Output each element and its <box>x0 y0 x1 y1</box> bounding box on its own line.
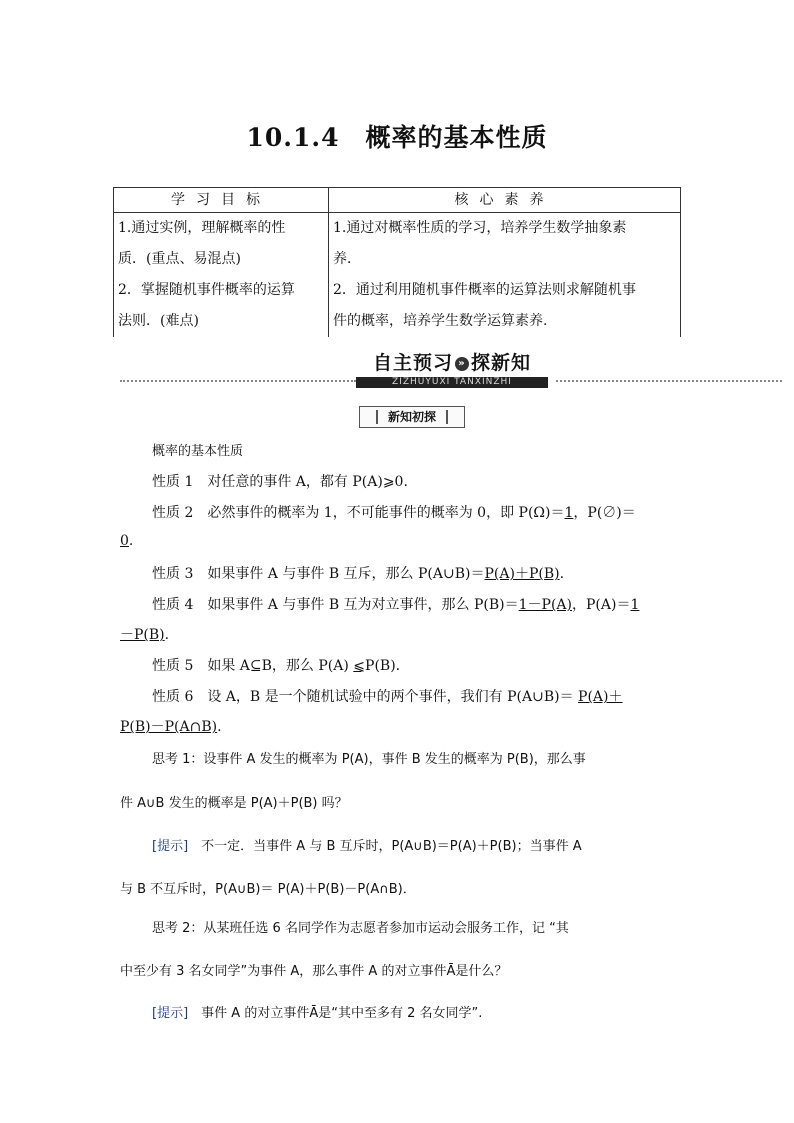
literacy-line: 1.通过对概率性质的学习，培养学生数学抽象素 <box>333 220 627 236</box>
literacy-line: 2．通过利用随机事件概率的运算法则求解随机事 <box>333 282 636 298</box>
page-title: 10.1.4 概率的基本性质 <box>246 123 548 152</box>
learning-goals-cell <box>114 213 329 338</box>
goal-line: 2．掌握随机事件概率的运算 <box>118 282 295 298</box>
banner-title: 自主预习 » 探新知 <box>356 350 548 376</box>
think2-question: 思考 2：从某班任选 6 名同学作为志愿者参加市运动会服务工作，记 “其 <box>152 921 569 936</box>
think1-answer: [提示] 不一定．当事件 A 与 B 互斥时，P(A∪B)＝P(A)＋P(B)；当事件 A <box>152 839 582 854</box>
think1-answer-cont: 与 B 不互斥时，P(A∪B)＝ P(A)＋P(B)－P(A∩B)． <box>120 882 416 897</box>
think2-question-cont: 中至少有 3 名女同学”为事件 A，那么事件 A 的对立事件Ā是什么？ <box>120 964 508 979</box>
hint-label: [提示] <box>152 839 189 854</box>
property-2-cont: 0. <box>120 533 134 549</box>
core-literacy-cell <box>329 213 681 338</box>
objectives-table <box>113 187 681 337</box>
goal-line: 质．(重点、易混点) <box>118 251 241 267</box>
property-6: 性质 6 设 A，B 是一个随机试验中的两个事件，我们有 P(A∪B)＝ P(A)＋ <box>152 689 623 705</box>
property-1: 性质 1 对任意的事件 A，都有 P(A)⩾0. <box>152 474 408 490</box>
property-4: 性质 4 如果事件 A 与事件 B 互为对立事件，那么 P(B)＝1－P(A)，P(A)＝1 <box>152 597 640 613</box>
literacy-line: 件的概率，培养学生数学运算素养. <box>333 313 548 329</box>
property-5: 性质 5 如果 A⊆B，那么 P(A) ⩽P(B). <box>152 658 401 674</box>
section-tag: 新知初探 <box>359 406 465 428</box>
goal-line: 1.通过实例，理解概率的性 <box>118 220 286 236</box>
property-3: 性质 3 如果事件 A 与事件 B 互斥，那么 P(A∪B)＝P(A)＋P(B). <box>152 566 565 582</box>
header-core-literacy: 核心素养 <box>329 188 681 213</box>
hint-label: [提示] <box>152 1006 189 1021</box>
double-arrow-icon: » <box>455 357 469 371</box>
banner-subtitle: ZIZHUYUXI TANXINZHI <box>356 377 548 388</box>
section-heading: 概率的基本性质 <box>152 444 244 459</box>
property-6-cont: P(B)－P(A∩B). <box>120 719 222 735</box>
property-2: 性质 2 必然事件的概率为 1，不可能事件的概率为 0，即 P(Ω)＝1，P(∅)＝ <box>152 505 636 521</box>
goal-line: 法则．(难点) <box>118 313 199 329</box>
think2-answer: [提示] 事件 A 的对立事件Ā是“其中至多有 2 名女同学”. <box>152 1006 483 1021</box>
think1-question-cont: 件 A∪B 发生的概率是 P(A)＋P(B) 吗？ <box>120 796 348 811</box>
section-banner <box>123 350 685 390</box>
literacy-line: 养． <box>333 251 361 267</box>
property-4-cont: －P(B). <box>120 627 170 643</box>
think1-question: 思考 1：设事件 A 发生的概率为 P(A)，事件 B 发生的概率为 P(B)，那么事 <box>152 752 586 767</box>
header-learning-goals: 学习目标 <box>114 188 329 213</box>
